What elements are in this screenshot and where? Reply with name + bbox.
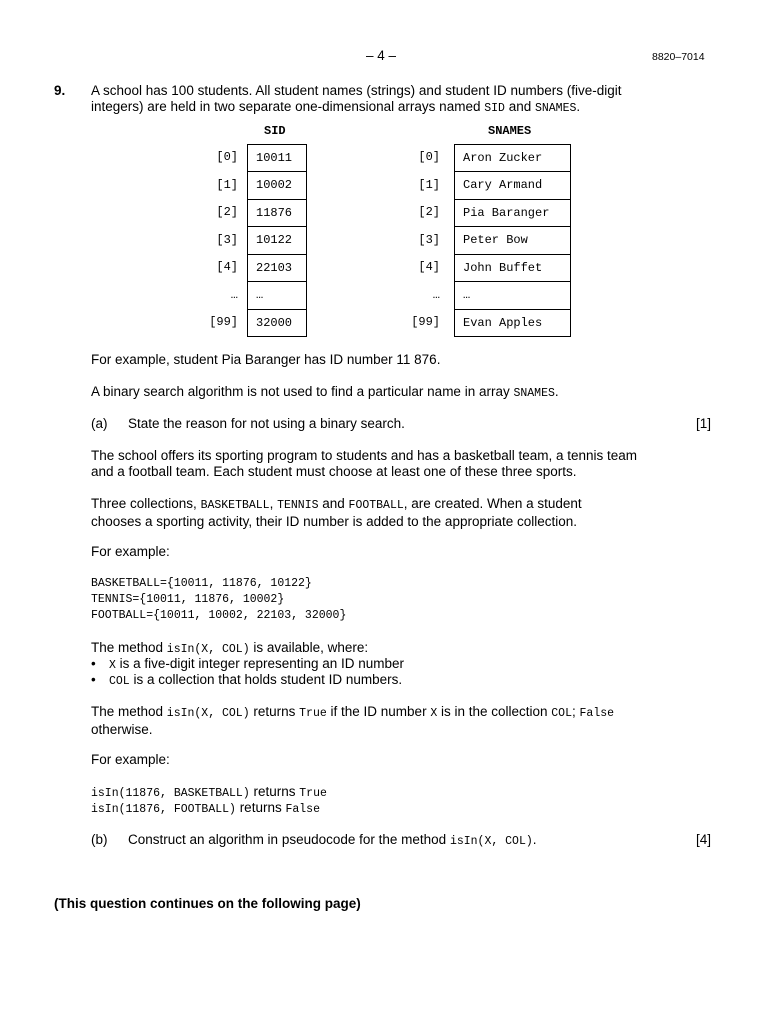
code-snames: SNAMES xyxy=(534,102,577,115)
returns-mid-3: is in the collection xyxy=(437,704,552,719)
semicolon: ; xyxy=(572,704,580,719)
bullet-x: • X is a five-digit integer representing an ID number xyxy=(91,656,405,672)
code-returns-sig: isIn(X, COL) xyxy=(166,707,250,720)
collections-text: Three collections, xyxy=(91,496,201,511)
part-a-marks: [1] xyxy=(696,416,712,431)
returns-line-1 xyxy=(91,704,681,722)
sid-index: [99] xyxy=(209,315,238,329)
code-sid: SID xyxy=(484,102,505,115)
snames-cell: Pia Baranger xyxy=(454,200,571,228)
snames-index: … xyxy=(432,287,440,302)
and-text: and xyxy=(318,496,349,511)
sports-paragraph xyxy=(91,448,681,480)
returns-mid-2: if the ID number xyxy=(326,704,431,719)
sports-line-2: and a football team. Each student must choose at least one of these three sports. xyxy=(91,464,577,479)
intro-line-2 xyxy=(91,99,681,117)
sid-index: [2] xyxy=(216,205,238,219)
code-football: FOOTBALL xyxy=(348,499,404,512)
part-a-text: State the reason for not using a binary search. xyxy=(128,416,405,431)
returns-line-2: otherwise. xyxy=(91,722,153,737)
code-line-basketball: BASKETBALL={10011, 11876, 10122} xyxy=(91,577,312,590)
snames-index: [99] xyxy=(411,315,440,329)
code-tennis: TENNIS xyxy=(277,499,319,512)
part-a-label: (a) xyxy=(91,416,108,431)
part-b-end: . xyxy=(532,832,537,847)
snames-index: [1] xyxy=(418,177,440,192)
snames-index: [0] xyxy=(418,150,440,164)
code-ex2-value: False xyxy=(285,803,320,816)
snames-cell: Aron Zucker xyxy=(454,144,571,172)
code-x-2: X xyxy=(430,707,438,720)
snames-cell: John Buffet xyxy=(454,255,571,283)
method-avail: is available, where: xyxy=(249,640,369,655)
intro-and: and xyxy=(504,99,535,114)
snames-index: [3] xyxy=(418,232,440,247)
snames-index: [2] xyxy=(418,205,440,219)
bullet-col-text: is a collection that holds student ID numbers. xyxy=(129,672,403,687)
example-pia: For example, student Pia Baranger has ID number 11 876. xyxy=(91,352,441,367)
intro-line-1: A school has 100 students. All student names (strings) and student ID numbers (five-digit xyxy=(91,83,622,98)
snames-cell: Evan Apples xyxy=(454,310,571,338)
intro-end: . xyxy=(576,99,581,114)
sid-cell: 10002 xyxy=(247,172,307,200)
comma: , xyxy=(269,496,278,511)
bullet-x-text: is a five-digit integer representing an ID number xyxy=(115,656,405,671)
code-basketball: BASKETBALL xyxy=(200,499,270,512)
code-true: True xyxy=(299,707,327,720)
sid-cell: 32000 xyxy=(247,310,307,338)
sid-cell: 10011 xyxy=(247,144,307,172)
paper-code: 8820–7014 xyxy=(652,51,705,63)
snames-array-title: SNAMES xyxy=(488,124,532,138)
collections-paragraph xyxy=(91,496,681,530)
sid-index: [4] xyxy=(216,260,238,274)
returns-paragraph xyxy=(91,704,681,738)
returns-pre: The method xyxy=(91,704,167,719)
for-example-2: For example: xyxy=(91,752,170,767)
collections-line-1 xyxy=(91,496,681,514)
method-pre: The method xyxy=(91,640,167,655)
code-ex1: isIn(11876, BASKETBALL) xyxy=(91,787,250,800)
binary-text: A binary search algorithm is not used to find a particular name in array xyxy=(91,384,514,399)
sid-cell: 11876 xyxy=(247,200,307,228)
code-snames-2: SNAMES xyxy=(513,387,555,400)
for-example-1: For example: xyxy=(91,544,170,559)
snames-index: [4] xyxy=(418,260,440,274)
code-ex2: isIn(11876, FOOTBALL) xyxy=(91,803,236,816)
code-line-football: FOOTBALL={10011, 10002, 22103, 32000} xyxy=(91,609,347,622)
example-call-1 xyxy=(91,784,327,800)
page-number: – 4 – xyxy=(366,48,397,63)
code-col-2: COL xyxy=(551,707,572,720)
code-part-b-sig: isIn(X, COL) xyxy=(449,835,533,848)
sid-cell: … xyxy=(247,282,307,310)
returns-mid-1: returns xyxy=(249,704,300,719)
sid-cell: 22103 xyxy=(247,255,307,283)
code-ex1-value: True xyxy=(299,787,327,800)
sports-line-1: The school offers its sporting program to students and has a basketball team, a tennis team xyxy=(91,448,638,463)
example-call-2 xyxy=(91,800,320,816)
part-b-marks: [4] xyxy=(696,832,712,847)
code-method-sig: isIn(X, COL) xyxy=(166,643,250,656)
continues-note: (This question continues on the following page) xyxy=(54,896,361,911)
sid-index: … xyxy=(230,287,238,302)
collections-post: , are created. When a student xyxy=(403,496,582,511)
part-b-pre: Construct an algorithm in pseudocode for the method xyxy=(128,832,450,847)
snames-cell: Cary Armand xyxy=(454,172,571,200)
question-number: 9. xyxy=(54,83,66,98)
binary-search-text xyxy=(91,384,681,402)
collections-line-2: chooses a sporting activity, their ID number is added to the appropriate collection. xyxy=(91,514,578,529)
binary-end: . xyxy=(554,384,559,399)
bullet-col: • COL is a collection that holds student ID numbers. xyxy=(91,672,403,688)
ex1-returns: returns xyxy=(249,784,300,799)
sid-index: [0] xyxy=(216,150,238,164)
code-line-tennis: TENNIS={10011, 11876, 10002} xyxy=(91,593,285,606)
intro-text: integers) are held in two separate one-dimensional arrays named xyxy=(91,99,485,114)
sid-index: [1] xyxy=(216,177,238,192)
sid-cell: 10122 xyxy=(247,227,307,255)
snames-cell: Peter Bow xyxy=(454,227,571,255)
ex2-returns: returns xyxy=(235,800,286,815)
code-x: X xyxy=(109,659,116,672)
code-col: COL xyxy=(109,675,130,688)
code-false: False xyxy=(579,707,615,720)
sid-index: [3] xyxy=(216,232,238,247)
part-b-label: (b) xyxy=(91,832,108,847)
snames-cell: … xyxy=(454,282,571,310)
question-intro xyxy=(91,83,681,117)
sid-array-title: SID xyxy=(264,124,286,138)
part-b-text xyxy=(128,832,537,848)
